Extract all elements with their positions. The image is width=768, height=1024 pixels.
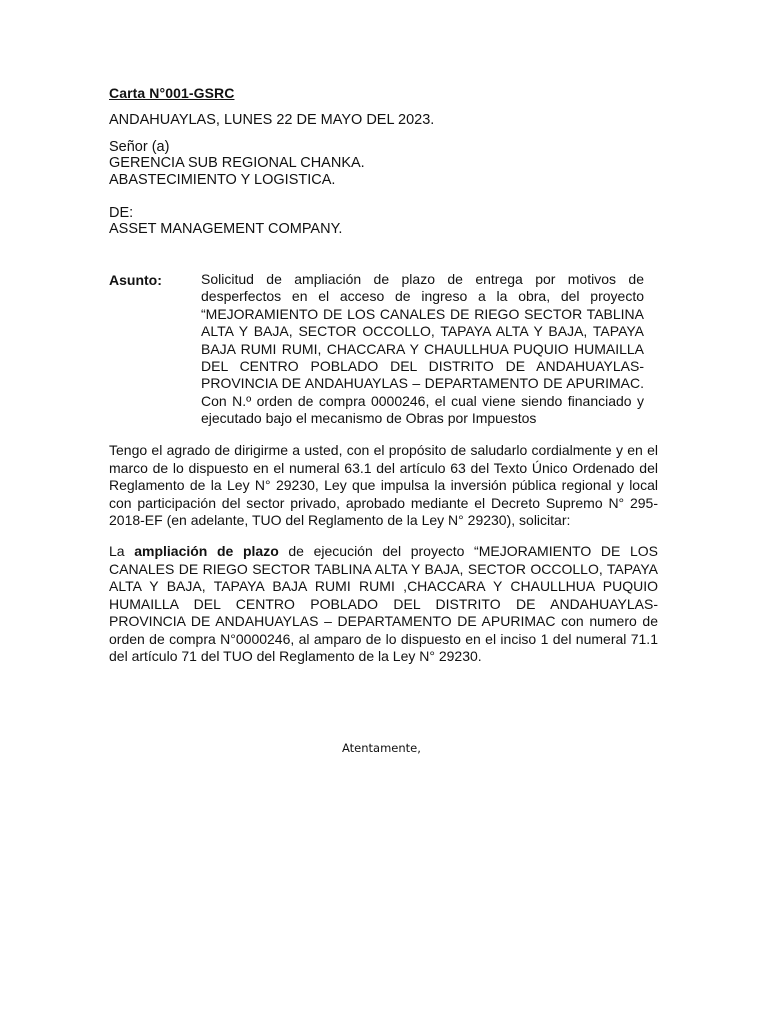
subject-text: Solicitud de ampliación de plazo de entrega por motivos de desperfectos en el acceso de ingreso a la obra, del proyecto “MEJORAMIENTO DE LOS CANALES DE RIEGO SECTOR TABLINA ALTA Y BAJA, SECTOR OCCOLLO, TAPAYA ALTA Y BAJA, TAPAYA BAJA RUMI RUMI, CHACCARA Y CHAULLHUA PUQUIO HUMAILLA DEL CENTRO POBLADO DEL DISTRITO DE ANDAHUAYLAS- PROVINCIA DE ANDAHUAYLAS – DEPARTAMENTO DE APURIMAC. Con N.º orden de compra 0000246, el cual viene siendo financiado y ejecutado bajo el mecanismo de Obras por Impuestos	[201, 271, 644, 427]
recipient-line-1: GERENCIA SUB REGIONAL CHANKA.	[109, 155, 365, 171]
paragraph-2-rest: de ejecución del proyecto “MEJORAMIENTO DE LOS CANALES DE RIEGO SECTOR TABLINA ALTA Y BAJA, SECTOR OCCOLLO, TAPAYA ALTA Y BAJA, TAPAYA BAJA RUMI RUMI ,CHACCARA Y CHAULLHUA PUQUIO HUMAILLA DEL CENTRO POBLADO DEL DISTRITO DE ANDAHUAYLAS- PROVINCIA DE ANDAHUAYLAS – DEPARTAMENTO DE APURIMAC con numero de orden de compra N°0000246, al amparo de lo dispuesto en el inciso 1 del numeral 71.1 del artículo 71 del TUO del Reglamento de la Ley N° 29230.	[109, 543, 658, 664]
recipient-salutation: Señor (a)	[109, 139, 170, 155]
letter-title: Carta N°001-GSRC	[109, 85, 235, 101]
sender-name: ASSET MANAGEMENT COMPANY.	[109, 221, 343, 237]
subject-label: Asunto:	[109, 272, 162, 288]
sender-label: DE:	[109, 205, 134, 221]
paragraph-2-emphasis: ampliación de plazo	[134, 543, 279, 559]
body-paragraph-2	[109, 543, 658, 666]
body-paragraph-1: Tengo el agrado de dirigirme a usted, con el propósito de saludarlo cordialmente y en el marco de lo dispuesto en el numeral 63.1 del artículo 63 del Texto Único Ordenado del Reglamento de la Ley N° 29230, Ley que impulsa la inversión pública regional y local con participación del sector privado, aprobado mediante el Decreto Supremo N° 295-2018-EF (en adelante, TUO del Reglamento de la Ley N° 29230), solicitar:	[109, 442, 658, 528]
date-line: ANDAHUAYLAS, LUNES 22 DE MAYO DEL 2023.	[109, 112, 435, 128]
paragraph-2-prefix: La	[109, 543, 135, 559]
recipient-line-2: ABASTECIMIENTO Y LOGISTICA.	[109, 172, 336, 188]
closing-text: Atentamente,	[342, 741, 421, 755]
